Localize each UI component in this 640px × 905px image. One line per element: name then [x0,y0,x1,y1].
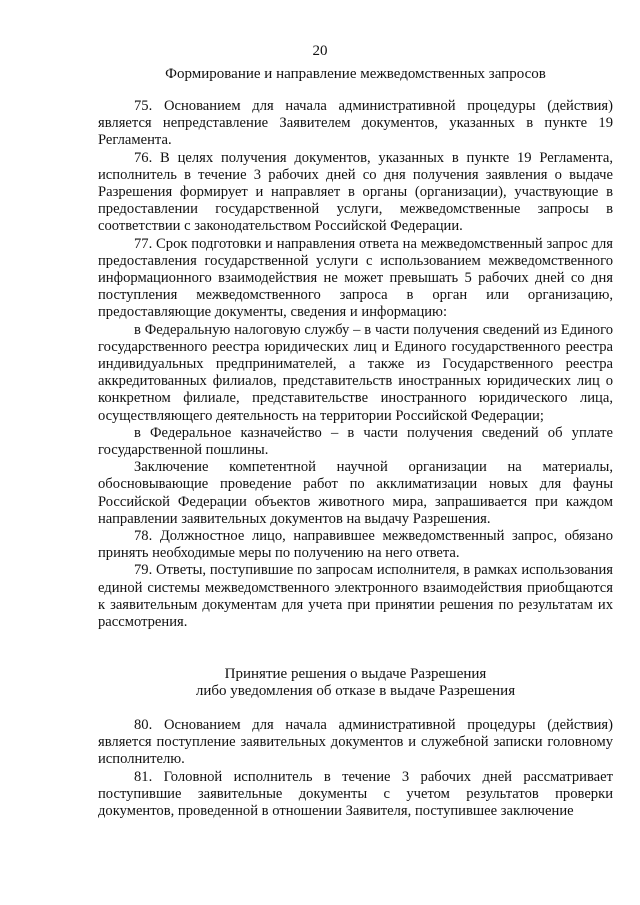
paragraph-80: 80. Основанием для начала административной процедуры (действия) является поступление заявительных документов и служебной записки головному исполнителю. [98,717,613,768]
section-body-interagency-requests [98,98,613,631]
page-number: 20 [312,43,328,59]
paragraph-78: 78. Должностное лицо, направившее межведомственный запрос, обязано принять необходимые меры по получению на него ответа. [98,528,613,562]
paragraph-77: 77. Срок подготовки и направления ответа на межведомственный запрос для предоставления государственной услуги с использованием межведомственного информационного взаимодействия не может превышать 5 рабочих дней со дня поступления межведомственного запроса в орган или организацию, предоставляющие документы, сведения и информацию: [98,235,613,321]
paragraph-77-treasury: в Федеральное казначейство – в части получения сведений об уплате государственной пошлины. [98,424,613,459]
section-heading-decision-line1: Принятие решения о выдаче Разрешения [224,666,487,682]
section-heading-interagency-requests: Формирование и направление межведомственных запросов [165,66,546,82]
paragraph-75: 75. Основанием для начала административной процедуры (действия) является непредставление Заявителем документов, указанных в пункте 19 Регламента. [98,98,613,149]
paragraph-77-tax-service: в Федеральную налоговую службу – в части получения сведений из Единого государственного реестра юридических лиц и Единого государственного реестра индивидуальных предпринимателей, а также из Государственного реестра аккредитованных филиалов, представительств иностранных юридических лиц о конкретном филиале, представительстве иностранного юридического лица, осуществляющего деятельность на территории Российской Федерации; [98,321,613,424]
paragraph-76: 76. В целях получения документов, указанных в пункте 19 Регламента, исполнитель в течение 3 рабочих дней со дня получения заявления о выдаче Разрешения формирует и направляет в органы (организации), участвующие в предоставлении государственной услуги, межведомственные запросы в соответствии с законодательством Российской Федерации. [98,149,613,235]
paragraph-scientific-conclusion: Заключение компетентной научной организации на материалы, обосновывающие проведение работ по акклиматизации новых для фауны Российской Федерации объектов животного мира, запрашивается при каждом направлении заявительных документов на выдачу Разрешения. [98,459,613,527]
paragraph-79: 79. Ответы, поступившие по запросам исполнителя, в рамках использования единой системы межведомственного электронного взаимодействия приобщаются к заявительным документам для учета при принятии решения по результатам их рассмотрения. [98,562,613,631]
section-body-decision [98,717,613,820]
section-heading-decision [98,666,613,700]
section-heading-decision-line2: либо уведомления об отказе в выдаче Разрешения [195,683,516,699]
paragraph-81: 81. Головной исполнитель в течение 3 рабочих дней рассматривает поступившие заявительные документы с учетом результатов проверки документов, проведенной в отношении Заявителя, поступившее заключение [98,768,613,820]
